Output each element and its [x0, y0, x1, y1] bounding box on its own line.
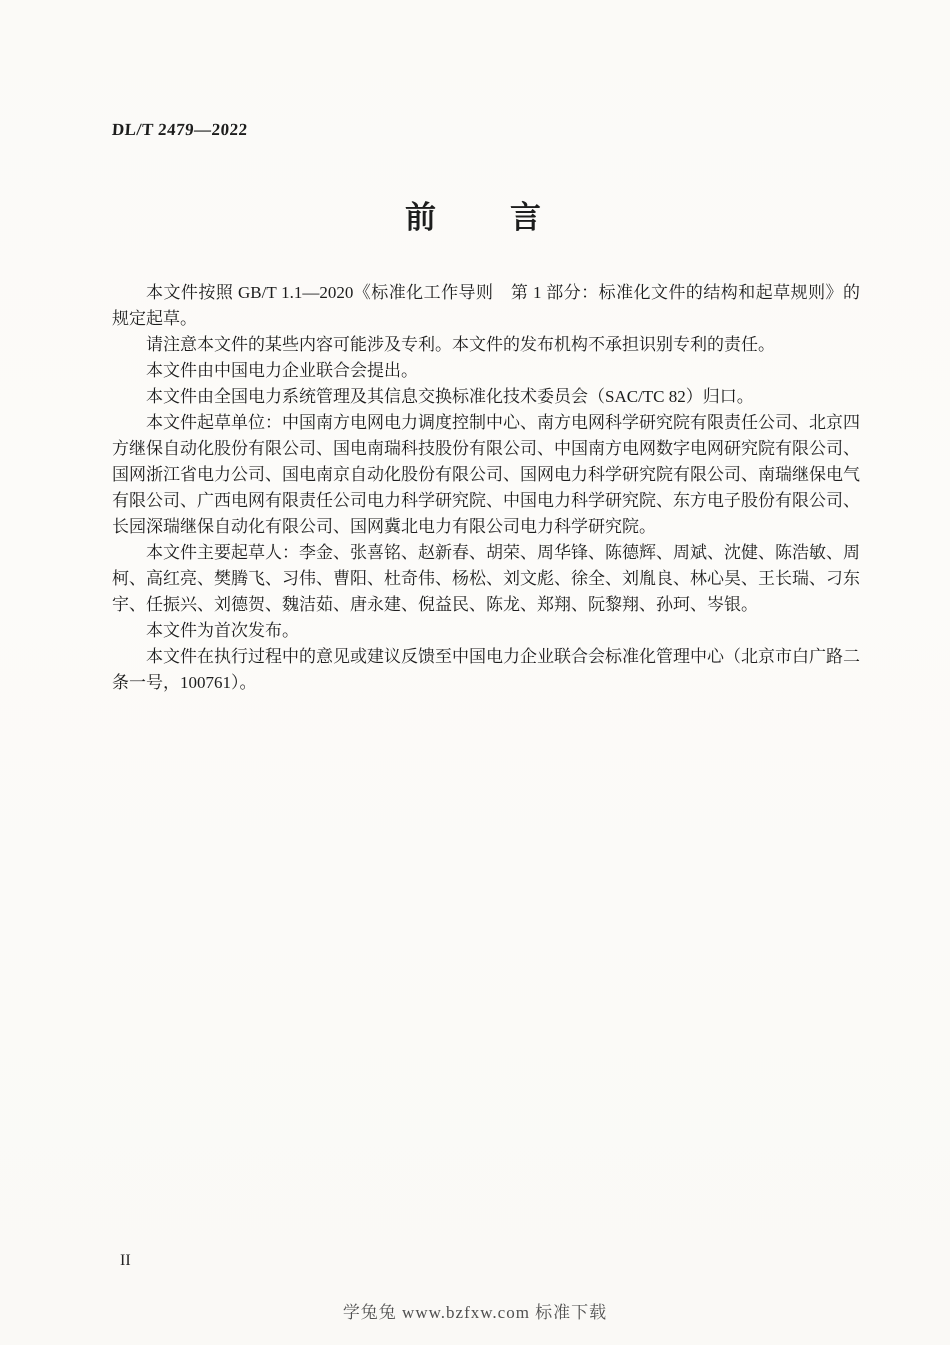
paragraph: 本文件按照 GB/T 1.1—2020《标准化工作导则 第 1 部分：标准化文件的结构和起草规则》的规定起草。: [112, 283, 860, 328]
page-title: 前 言: [405, 200, 545, 235]
footer-watermark: 学兔兔 www.bzfxw.com 标准下载: [342, 1303, 608, 1322]
paragraph: 请注意本文件的某些内容可能涉及专利。本文件的发布机构不承担识别专利的责任。: [146, 335, 775, 354]
page-number: II: [120, 1252, 131, 1269]
paragraph: 本文件由中国电力企业联合会提出。: [146, 361, 418, 380]
doc-number: DL/T 2479—2022: [111, 120, 249, 139]
paragraph: 本文件在执行过程中的意见或建议反馈至中国电力企业联合会标准化管理中心（北京市白广路二条一号，100761）。: [112, 647, 860, 692]
paragraph: 本文件为首次发布。: [146, 621, 299, 640]
paragraph: 本文件由全国电力系统管理及其信息交换标准化技术委员会（SAC/TC 82）归口。: [146, 387, 754, 406]
body-text: [112, 280, 860, 696]
paragraph: 本文件主要起草人：李金、张喜铭、赵新春、胡荣、周华锋、陈德辉、周斌、沈健、陈浩敏、周柯、高红亮、樊腾飞、习伟、曹阳、杜奇伟、杨松、刘文彪、徐全、刘胤良、林心昊、王长瑞、刁东宇、任振兴、刘德贺、魏洁茹、唐永建、倪益民、陈龙、郑翔、阮黎翔、孙珂、岑银。: [112, 543, 860, 614]
paragraph: 本文件起草单位：中国南方电网电力调度控制中心、南方电网科学研究院有限责任公司、北京四方继保自动化股份有限公司、国电南瑞科技股份有限公司、中国南方电网数字电网研究院有限公司、国网浙江省电力公司、国电南京自动化股份有限公司、国网电力科学研究院有限公司、南瑞继保电气有限公司、广西电网有限责任公司电力科学研究院、中国电力科学研究院、东方电子股份有限公司、长园深瑞继保自动化有限公司、国网冀北电力有限公司电力科学研究院。: [112, 413, 860, 536]
